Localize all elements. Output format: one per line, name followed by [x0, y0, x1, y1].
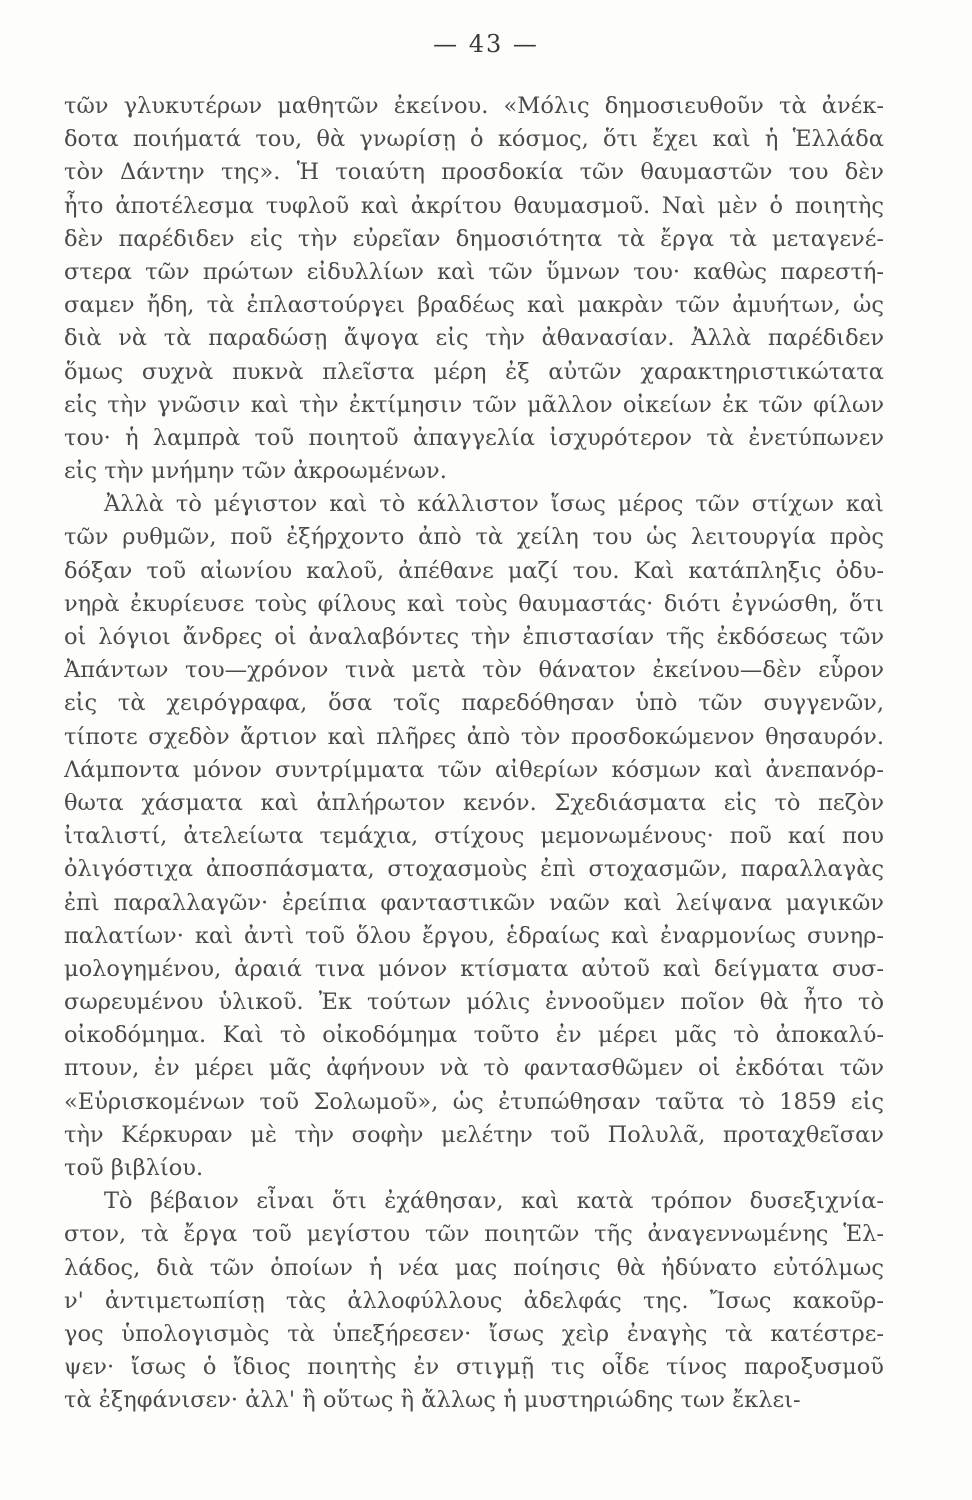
text-line: λάδος, διὰ τῶν ὁποίων ἡ νέα μας ποίησις θὰ ἠδύνατο εὐτόλμως	[64, 1254, 884, 1281]
text-line: «Εὑρισκομένων τοῦ Σολωμοῦ», ὡς ἐτυπώθησαν ταῦτα τὸ 1859 εἰς	[64, 1088, 884, 1115]
text-line: ἐπὶ παραλλαγῶν· ἐρείπια φανταστικῶν ναῶν καὶ λείψανα μαγικῶν	[64, 889, 884, 916]
text-line: εἰς τὰ χειρόγραφα, ὅσα τοῖς παρεδόθησαν ὑπὸ τῶν συγγενῶν,	[64, 690, 884, 717]
text-line: ἦτο ἀποτέλεσμα τυφλοῦ καὶ ἀκρίτου θαυμασμοῦ. Ναὶ μὲν ὁ ποιητὴς	[64, 192, 884, 219]
text-line: Λάμποντα μόνον συντρίμματα τῶν αἰθερίων κόσμων καὶ ἀνεπανόρ-	[64, 756, 884, 783]
text-line: οἰκοδόμημα. Καὶ τὸ οἰκοδόμημα τοῦτο ἐν μέρει μᾶς τὸ ἀποκαλύ-	[64, 1022, 884, 1049]
text-line: διὰ νὰ τὰ παραδώσῃ ἄψογα εἰς τὴν ἀθανασίαν. Ἀλλὰ παρέδιδεν	[64, 325, 884, 352]
text-line: ἰταλιστί, ἀτελείωτα τεμάχια, στίχους μεμονωμένους· ποῦ καί που	[64, 823, 884, 850]
body-text	[64, 90, 884, 1418]
text-line: δοτα ποιήματά του, θὰ γνωρίσῃ ὁ κόσμος, ὅτι ἔχει καὶ ἡ Ἑλλάδα	[64, 126, 884, 153]
text-line: οἱ λόγιοι ἄνδρες οἱ ἀναλαβόντες τὴν ἐπιστασίαν τῆς ἐκδόσεως τῶν	[64, 624, 884, 650]
paragraph	[64, 488, 884, 1185]
text-line: σαμεν ἤδη, τὰ ἐπλαστούργει βραδέως καὶ μακρὰν τῶν ἀμυήτων, ὡς	[64, 292, 884, 319]
text-line: στον, τὰ ἔργα τοῦ μεγίστου τῶν ποιητῶν τῆς ἀναγεννωμένης Ἑλ-	[64, 1221, 884, 1248]
text-line: τοῦ βιβλίου.	[64, 1155, 204, 1181]
paragraph	[64, 90, 884, 488]
text-line: μολογημένου, ἀραιά τινα μόνον κτίσματα αὐτοῦ καὶ δείγματα συσ-	[64, 955, 884, 982]
text-line: εἰς τὴν γνῶσιν καὶ τὴν ἐκτίμησιν τῶν μᾶλλον οἰκείων ἐκ τῶν φίλων	[64, 391, 884, 418]
text-line: ψεν· ἴσως ὁ ἴδιος ποιητὴς ἐν στιγμῇ τις οἶδε τίνος παροξυσμοῦ	[64, 1354, 884, 1381]
text-line: τῶν γλυκυτέρων μαθητῶν ἐκείνου. «Μόλις δημοσιευθοῦν τὰ ἀνέκ-	[64, 93, 884, 119]
text-line: του· ἡ λαμπρὰ τοῦ ποιητοῦ ἀπαγγελία ἰσχυρότερον τὰ ἐνετύπωνεν	[64, 424, 884, 451]
text-line: παλατίων· καὶ ἀντὶ τοῦ ὅλου ἔργου, ἑδραίως καὶ ἐναρμονίως συνηρ-	[64, 922, 884, 949]
text-line: γος ὑπολογισμὸς τὰ ὑπεξήρεσεν· ἴσως χεὶρ ἐναγὴς τὰ κατέστρε-	[64, 1320, 884, 1347]
text-line: δὲν παρέδιδεν εἰς τὴν εὐρεῖαν δημοσιότητα τὰ ἔργα τὰ μεταγενέ-	[64, 225, 884, 252]
text-line: νηρὰ ἐκυρίευσε τοὺς φίλους καὶ τοὺς θαυμαστάς· διότι ἐγνώσθη, ὅτι	[64, 590, 884, 617]
text-line: ν' ἀντιμετωπίσῃ τὰς ἀλλοφύλλους ἀδελφάς της. Ἴσως κακοῦρ-	[64, 1287, 884, 1314]
text-line: Ἀπάντων του—χρόνον τινὰ μετὰ τὸν θάνατον ἐκείνου—δὲν εὗρον	[64, 657, 884, 684]
text-line: πτουν, ἐν μέρει μᾶς ἀφήνουν νὰ τὸ φαντασθῶμεν οἱ ἐκδόται τῶν	[64, 1055, 884, 1082]
text-line: Τὸ βέβαιον εἶναι ὅτι ἐχάθησαν, καὶ κατὰ τρόπον δυσεξιχνία-	[104, 1188, 884, 1215]
text-line: τὰ ἐξηφάνισεν· ἀλλ' ἢ οὕτως ἢ ἄλλως ἡ μυστηριώδης των ἔκλει-	[64, 1387, 801, 1414]
text-line: τὴν Κέρκυραν μὲ τὴν σοφὴν μελέτην τοῦ Πολυλᾶ, προταχθεῖσαν	[64, 1121, 884, 1148]
paragraph	[64, 1185, 884, 1417]
text-line: τῶν ρυθμῶν, ποῦ ἐξήρχοντο ἀπὸ τὰ χείλη του ὡς λειτουργία πρὸς	[64, 524, 884, 551]
text-line: ὀλιγόστιχα ἀποσπάσματα, στοχασμοὺς ἐπὶ στοχασμῶν, παραλλαγὰς	[64, 856, 884, 883]
text-line: σωρευμένου ὑλικοῦ. Ἐκ τούτων μόλις ἐννοοῦμεν ποῖον θὰ ἦτο τὸ	[64, 989, 884, 1016]
page-number: — 43 —	[433, 30, 539, 58]
text-line: δόξαν τοῦ αἰωνίου καλοῦ, ἀπέθανε μαζί του. Καὶ κατάπληξις ὀδυ-	[64, 557, 884, 584]
text-line: στερα τῶν πρώτων εἰδυλλίων καὶ τῶν ὕμνων του· καθὼς παρεστή-	[64, 258, 884, 285]
text-line: εἰς τὴν μνήμην τῶν ἀκροωμένων.	[64, 458, 447, 485]
text-line: θωτα χάσματα καὶ ἀπλήρωτον κενόν. Σχεδιάσματα εἰς τὸ πεζὸν	[64, 789, 884, 816]
text-line: τίποτε σχεδὸν ἄρτιον καὶ πλῆρες ἀπὸ τὸν προσδοκώμενον θησαυρόν.	[64, 723, 884, 750]
text-line: Ἀλλὰ τὸ μέγιστον καὶ τὸ κάλλιστον ἴσως μέρος τῶν στίχων καὶ	[104, 491, 884, 518]
text-line: ὅμως συχνὰ πυκνὰ πλεῖστα μέρη ἐξ αὐτῶν χαρακτηριστικώτατα	[64, 358, 884, 385]
text-line: τὸν Δάντην της». Ἡ τοιαύτη προσδοκία τῶν θαυμαστῶν του δὲν	[64, 159, 884, 186]
